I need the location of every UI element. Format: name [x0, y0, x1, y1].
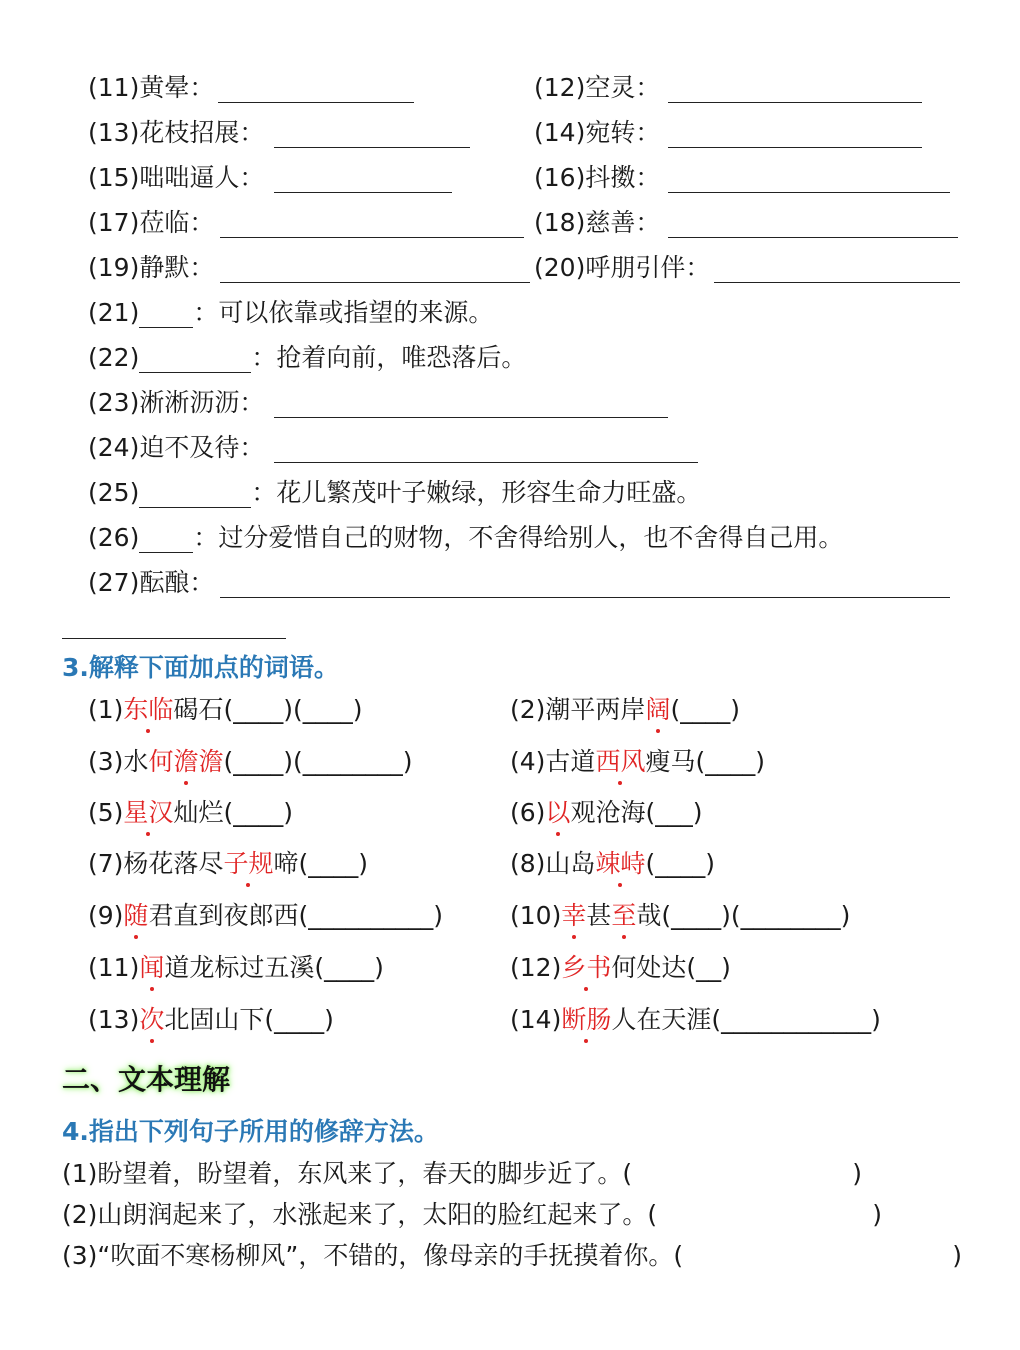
answer-blank[interactable] [714, 256, 960, 283]
question-4-heading: 4.指出下列句子所用的修辞方法。 [62, 1117, 439, 1146]
item-text: 碣石 [173, 695, 224, 724]
dotted-word: 星汉 [123, 795, 173, 831]
q3-item-10 [510, 898, 850, 934]
dotted-word: 至 [611, 898, 636, 934]
sentence-text: (3)“吹面不寒杨柳风”，不错的，像母亲的手抚摸着你。( [62, 1241, 684, 1270]
dotted-word: 断肠 [561, 1002, 611, 1038]
vocab-label: (17)莅临： [88, 208, 215, 237]
answer-blank[interactable] [220, 211, 524, 238]
item-number: (4) [510, 747, 546, 776]
dotted-word: 竦峙 [595, 846, 645, 882]
vocab-label: (11)黄晕： [88, 73, 215, 102]
q3-item-5 [88, 795, 293, 831]
answer-blank[interactable] [274, 121, 470, 148]
item-number: (6) [510, 798, 546, 827]
vocab-label: (19)静默： [88, 253, 215, 282]
answer-blanks[interactable]: (__) [686, 953, 731, 982]
vocab-definition: ：过分爱惜自己的财物，不舍得给别人，也不舍得自己用。 [193, 523, 844, 552]
vocab-label: (16)抖擞： [534, 163, 661, 192]
vocab-label: (23)淅淅沥沥： [88, 388, 265, 417]
answer-blanks[interactable]: (____) [223, 798, 293, 827]
sentence-text: (2)山朗润起来了，水涨起来了，太阳的脸红起来了。( [62, 1200, 658, 1229]
question-3-heading: 3.解释下面加点的词语。 [62, 653, 339, 682]
answer-blank[interactable] [139, 526, 193, 553]
dotted-word: 以 [545, 795, 570, 831]
item-number: (10) [510, 901, 562, 930]
item-text: 水 [123, 747, 149, 776]
item-number: (14) [510, 1005, 562, 1034]
dotted-word: 西风 [595, 744, 645, 780]
vocab-item-15 [88, 160, 452, 196]
vocab-label: (20)呼朋引伴： [534, 253, 711, 282]
q3-item-13 [88, 1002, 334, 1038]
item-text: 山岛 [545, 849, 596, 878]
answer-blanks[interactable]: (___) [645, 798, 703, 827]
answer-close-paren[interactable]: ) [852, 1159, 862, 1188]
vocab-label: (13)花枝招展： [88, 118, 265, 147]
answer-close-paren[interactable]: ) [872, 1200, 882, 1229]
vocab-number: (22) [88, 343, 140, 372]
item-number: (11) [88, 953, 140, 982]
q3-item-1 [88, 692, 362, 728]
vocab-item-16 [534, 160, 950, 196]
vocab-label: (18)慈善： [534, 208, 661, 237]
dotted-word: 何澹澹 [148, 744, 223, 780]
sentence-text: (1)盼望着，盼望着，东风来了，春天的脚步近了。( [62, 1159, 633, 1188]
item-text: 杨花落尽 [123, 849, 224, 878]
answer-blank[interactable] [218, 76, 414, 103]
dotted-word: 乡书 [561, 950, 611, 986]
answer-blanks[interactable]: (____________) [711, 1005, 881, 1034]
item-text: 人在天涯 [611, 1005, 712, 1034]
vocab-label: (24)迫不及待： [88, 433, 265, 462]
item-number: (5) [88, 798, 124, 827]
dotted-word: 阔 [645, 692, 670, 728]
item-number: (3) [88, 747, 124, 776]
vocab-item-23 [88, 385, 668, 421]
vocab-item-27 [88, 565, 950, 601]
answer-blank[interactable] [139, 481, 251, 508]
vocab-item-25 [88, 475, 701, 511]
vocab-item-21 [88, 295, 493, 331]
vocab-label: (27)酝酿： [88, 568, 215, 597]
q3-item-9 [88, 898, 443, 934]
q3-item-3 [88, 744, 412, 780]
item-number: (13) [88, 1005, 140, 1034]
dotted-word: 闻 [139, 950, 164, 986]
answer-blank[interactable] [274, 436, 698, 463]
answer-blank[interactable] [668, 76, 922, 103]
answer-blank[interactable] [668, 121, 922, 148]
item-text: 啼 [273, 849, 299, 878]
answer-blank[interactable] [220, 256, 530, 283]
vocab-label: (12)空灵： [534, 73, 661, 102]
vocab-item-17 [88, 205, 524, 241]
item-number: (12) [510, 953, 562, 982]
dotted-word: 东临 [123, 692, 173, 728]
answer-blanks[interactable]: (____) [314, 953, 384, 982]
item-text: 哉 [636, 901, 662, 930]
answer-blank[interactable] [274, 391, 668, 418]
item-text: 北固山下 [164, 1005, 265, 1034]
vocab-item-14 [534, 115, 922, 151]
vocab-item-20 [534, 250, 960, 286]
item-text: 瘦马 [645, 747, 696, 776]
answer-blanks[interactable]: (____) [264, 1005, 334, 1034]
q4-item-2 [62, 1197, 882, 1233]
vocab-definition: ：花儿繁茂叶子嫩绿，形容生命力旺盛。 [251, 478, 702, 507]
answer-close-paren[interactable]: ) [952, 1241, 962, 1270]
answer-blanks[interactable]: (__________) [298, 901, 443, 930]
dotted-word: 子规 [223, 846, 273, 882]
answer-blank[interactable] [668, 211, 958, 238]
answer-blank[interactable] [139, 346, 251, 373]
item-number: (7) [88, 849, 124, 878]
answer-blank[interactable] [139, 301, 193, 328]
q4-item-3 [62, 1238, 962, 1274]
item-text: 古道 [545, 747, 596, 776]
vocab-label: (14)宛转： [534, 118, 661, 147]
item-text: 观沧海 [570, 798, 646, 827]
item-number: (9) [88, 901, 124, 930]
item-text: 潮平两岸 [545, 695, 646, 724]
answer-blanks[interactable]: (____)(____) [223, 695, 363, 724]
vocab-definition: ：可以依靠或指望的来源。 [193, 298, 494, 327]
answer-blanks[interactable]: (____) [670, 695, 740, 724]
q3-item-7 [88, 846, 368, 882]
answer-blank[interactable] [274, 166, 452, 193]
q3-item-11 [88, 950, 384, 986]
vocab-label: (15)咄咄逼人： [88, 163, 265, 192]
item-text: 甚 [586, 901, 612, 930]
q3-item-12 [510, 950, 731, 986]
answer-blanks[interactable]: (____)(________) [223, 747, 413, 776]
vocab-item-19 [88, 250, 530, 286]
vocab-number: (25) [88, 478, 140, 507]
q3-item-6 [510, 795, 702, 831]
vocab-item-26 [88, 520, 843, 556]
answer-blanks[interactable]: (____) [695, 747, 765, 776]
answer-blank[interactable] [668, 166, 950, 193]
q4-item-1 [62, 1156, 862, 1192]
section-2-title: 二、文本理解 [62, 1063, 231, 1096]
item-number: (2) [510, 695, 546, 724]
item-text: 何处达 [611, 953, 687, 982]
dotted-word: 幸 [561, 898, 586, 934]
answer-blanks[interactable]: (____)(________) [661, 901, 851, 930]
item-text: 君直到夜郎西 [148, 901, 299, 930]
dotted-word: 次 [139, 1002, 164, 1038]
answer-blank[interactable] [220, 571, 950, 598]
section-divider [62, 638, 286, 639]
dotted-word: 随 [123, 898, 148, 934]
answer-blanks[interactable]: (____) [645, 849, 715, 878]
item-text: 道龙标过五溪 [164, 953, 315, 982]
vocab-number: (21) [88, 298, 140, 327]
vocab-item-22 [88, 340, 526, 376]
vocab-item-18 [534, 205, 958, 241]
answer-blanks[interactable]: (____) [298, 849, 368, 878]
vocab-item-24 [88, 430, 698, 466]
q3-item-4 [510, 744, 765, 780]
q3-item-2 [510, 692, 740, 728]
vocab-number: (26) [88, 523, 140, 552]
q3-item-8 [510, 846, 715, 882]
vocab-item-12 [534, 70, 922, 106]
vocab-item-11 [88, 70, 414, 106]
item-number: (8) [510, 849, 546, 878]
vocab-definition: ：抢着向前，唯恐落后。 [251, 343, 527, 372]
item-text: 灿烂 [173, 798, 224, 827]
q3-item-14 [510, 1002, 881, 1038]
vocab-item-13 [88, 115, 470, 151]
item-number: (1) [88, 695, 124, 724]
